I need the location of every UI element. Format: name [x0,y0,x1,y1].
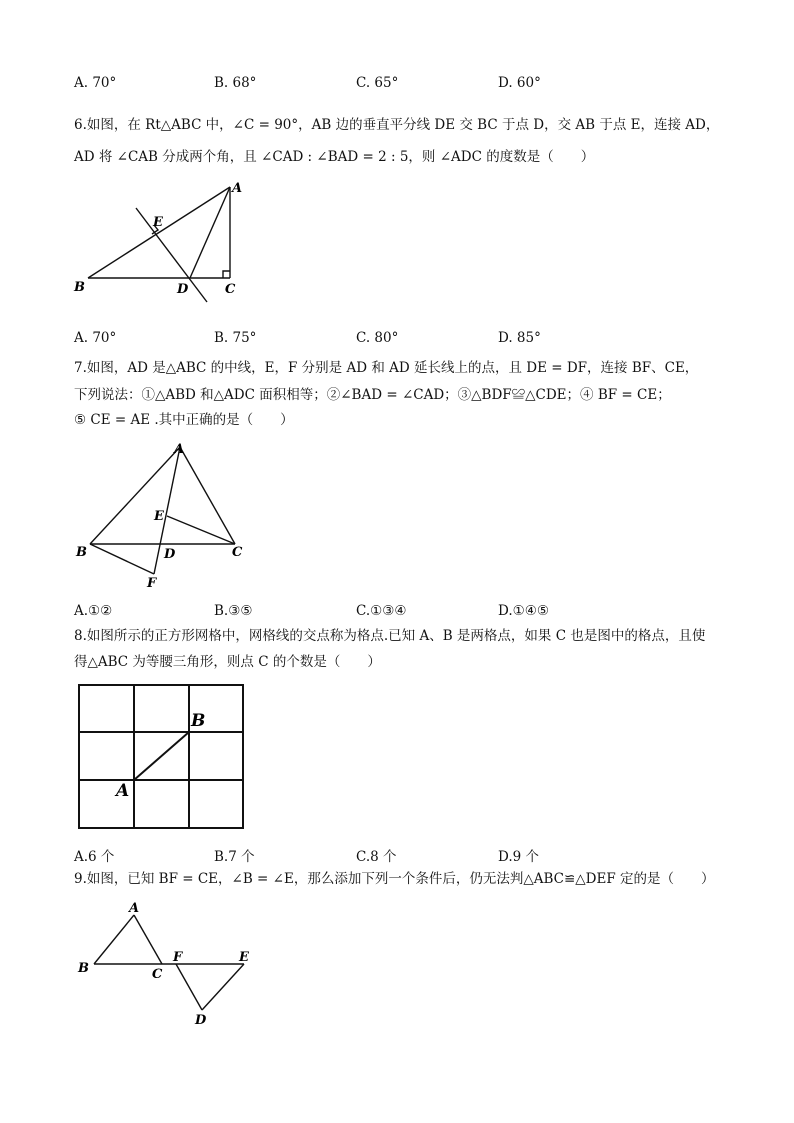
q8-label-b: B [191,711,206,731]
q9-label-b: B [78,961,89,976]
q6-figure [70,178,250,308]
q9-label-c: C [152,967,163,982]
q7-label-d: D [164,547,176,562]
q9-label-d: D [195,1013,207,1028]
q7-label-a: A [174,442,185,457]
q8-option-c[interactable]: C.8 个 [356,849,397,865]
q8-figure [74,680,249,832]
q7-stem-line-3: ⑤ CE = AE .其中正确的是（ ） [74,412,294,428]
q6-label-d: D [177,282,189,297]
q9-figure [72,898,257,1028]
q6-label-c: C [225,282,236,297]
q8-stem-line-1: 8.如图所示的正方形网格中，网格线的交点称为格点.已知 A、B 是两格点，如果 C 也是图中的格点，且使 [74,628,706,644]
q8-option-d[interactable]: D.9 个 [498,849,540,865]
q6-option-c[interactable]: C. 80° [356,330,399,346]
q7-figure [70,440,250,592]
q9-label-e: E [239,950,249,965]
q7-option-c[interactable]: C.①③④ [356,603,407,619]
q6-option-a[interactable]: A. 70° [74,330,117,346]
q5-option-a[interactable]: A. 70° [74,75,117,91]
q7-option-d[interactable]: D.①④⑤ [498,603,549,619]
q5-option-c[interactable]: C. 65° [356,75,399,91]
q6-label-b: B [74,280,85,295]
q9-label-f: F [173,950,183,965]
q6-stem-line-1: 6.如图，在 Rt△ABC 中，∠C = 90°，AB 边的垂直平分线 DE 交 BC 于点 D，交 AB 于点 E，连接 AD， [74,117,720,133]
q8-label-a: A [116,781,130,801]
q7-option-a[interactable]: A.①② [74,603,113,619]
q7-label-e: E [154,509,164,524]
q7-label-b: B [76,545,87,560]
q6-option-d[interactable]: D. 85° [498,330,541,346]
q9-label-a: A [129,901,140,916]
q6-option-b[interactable]: B. 75° [214,330,257,346]
q6-label-a: A [232,181,243,196]
q5-option-d[interactable]: D. 60° [498,75,541,91]
q8-stem-line-2: 得△ABC 为等腰三角形，则点 C 的个数是（ ） [74,654,381,670]
q6-stem-line-2: AD 将 ∠CAB 分成两个角，且 ∠CAD : ∠BAD = 2 : 5，则 ∠ADC 的度数是（ ） [74,149,595,165]
q5-option-b[interactable]: B. 68° [214,75,257,91]
q7-stem-line-1: 7.如图，AD 是△ABC 的中线，E，F 分别是 AD 和 AD 延长线上的点，且 DE = DF，连接 BF、CE， [74,360,699,376]
q8-option-a[interactable]: A.6 个 [74,849,115,865]
q6-label-e: E [153,215,163,230]
q7-stem-line-2: 下列说法：①△ABD 和△ADC 面积相等；②∠BAD = ∠CAD；③△BDF≌△CDE；④ BF = CE； [74,387,671,403]
q9-stem-line-1: 9.如图，已知 BF = CE，∠B = ∠E，那么添加下列一个条件后，仍无法判△ABC≌△DEF 定的是（ ） [74,871,715,887]
q7-label-f: F [147,576,157,591]
q7-option-b[interactable]: B.③⑤ [214,603,253,619]
q8-option-b[interactable]: B.7 个 [214,849,255,865]
q7-label-c: C [232,545,243,560]
